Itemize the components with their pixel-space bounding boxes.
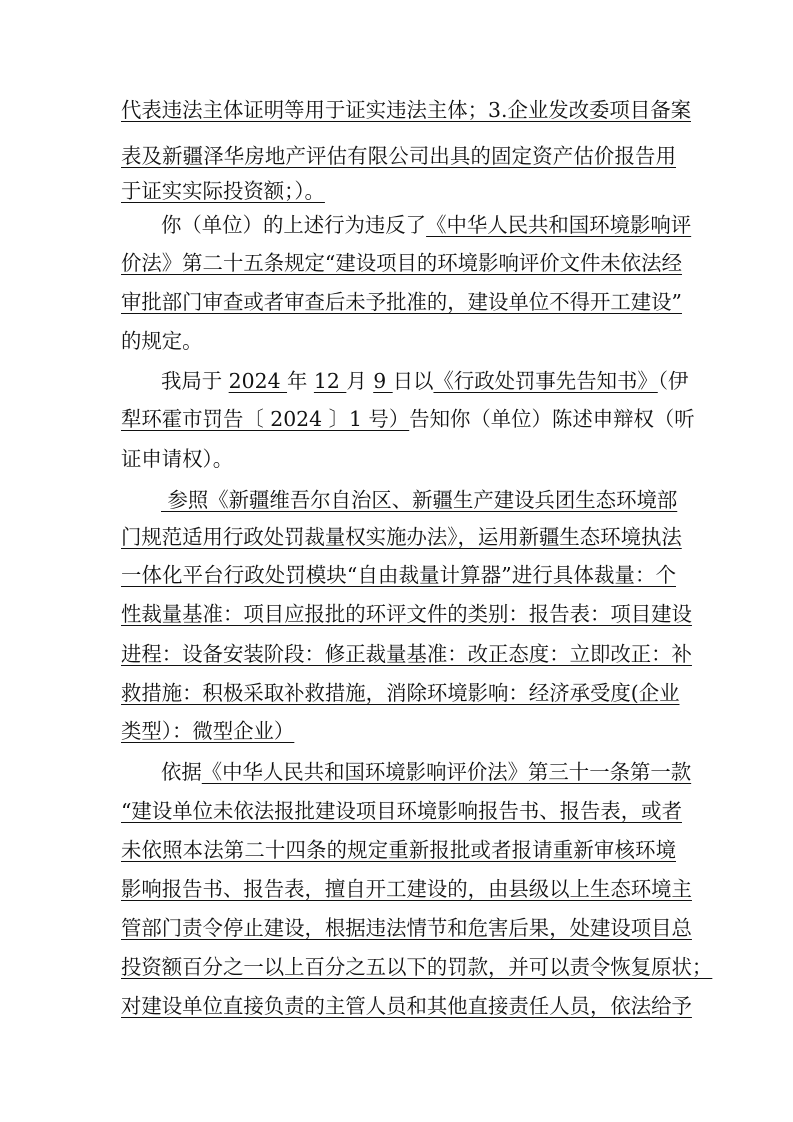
underlined-text: 进程：设备安装阶段：修正裁量基准：改正态度：立即改正：补 xyxy=(121,642,692,666)
plain-text: 证申请权）。 xyxy=(121,447,234,471)
underlined-text: 9 xyxy=(373,369,393,393)
text-line xyxy=(121,178,676,204)
plain-text: （伊 xyxy=(657,369,689,393)
text-line xyxy=(121,759,692,785)
text-line xyxy=(121,718,676,744)
underlined-text: 价法》第二十五条规定“建设项目的环境影响评价文件未依法经 xyxy=(121,251,682,275)
underlined-text: 12 xyxy=(313,369,347,393)
underlined-text: 性裁量基准：项目应报批的环评文件的类别：报告表：项目建设 xyxy=(121,602,692,626)
underlined-text: 参照《新疆维吾尔自治区、新疆生产建设兵团生态环境部 xyxy=(161,488,678,512)
plain-text: 月 xyxy=(346,369,374,393)
underlined-text: 投资额百分之一以上百分之五以下的罚款，并可以责令恢复原状； xyxy=(121,955,713,979)
text-line xyxy=(121,798,682,824)
plain-text: 告知你（单位）陈述申辩权（听 xyxy=(409,407,695,431)
text-line xyxy=(121,406,695,432)
underlined-text: 一体化平台行政处罚模块“自由裁量计算器”进行具体裁量：个 xyxy=(121,563,676,587)
underlined-text: 救措施：积极采取补救措施，消除环境影响：经济承受度(企业 xyxy=(121,681,680,705)
underlined-text: 代表违法主体证明等用于证实违法主体；3.企业发改委项目备案 xyxy=(121,98,691,122)
plain-text: 你（单位）的上述行为违反了 xyxy=(161,213,427,237)
text-line xyxy=(121,680,680,706)
underlined-text: 2024 xyxy=(228,369,288,393)
text-line xyxy=(121,143,676,169)
text-line xyxy=(121,562,676,588)
text-line xyxy=(121,954,713,980)
text-line xyxy=(121,368,689,394)
text-line xyxy=(121,97,691,123)
underlined-text: 《行政处罚事先告知书》 xyxy=(433,369,658,393)
text-line xyxy=(121,487,676,513)
underlined-text: 管部门责令停止建设，根据违法情节和危害后果，处建设项目总 xyxy=(121,916,692,940)
text-line xyxy=(121,250,682,276)
underlined-text: 《中华人民共和国环境影响评 xyxy=(426,213,692,237)
text-line xyxy=(121,993,692,1019)
text-line xyxy=(121,212,692,238)
underlined-text: 《中华人民共和国环境影响评价法》第三十一条第一款 xyxy=(201,760,692,784)
underlined-text: 于证实实际投资额；）。 xyxy=(121,179,325,203)
plain-text: 年 xyxy=(287,369,314,393)
plain-text: 依据 xyxy=(161,760,202,784)
underlined-text: 对建设单位直接负责的主管人员和其他直接责任人员，依法给予 xyxy=(121,994,692,1018)
underlined-text: 未依照本法第二十四条的规定重新报批或者报请重新审核环境 xyxy=(121,838,676,862)
text-line xyxy=(121,601,692,627)
text-line xyxy=(121,289,682,315)
underlined-text: 犁环霍市罚告〔 2024 〕1 号） xyxy=(121,407,410,431)
text-line xyxy=(121,837,676,863)
text-line xyxy=(121,328,676,354)
underlined-text: 审批部门审查或者审查后未予批准的，建设单位不得开工建设” xyxy=(121,290,682,314)
underlined-text: 表及新疆泽华房地产评估有限公司出具的固定资产估价报告用 xyxy=(121,144,676,168)
underlined-text: “建设单位未依法报批建设项目环境影响报告书、报告表，或者 xyxy=(121,799,682,823)
text-line xyxy=(121,524,682,550)
underlined-text: 影响报告书、报告表，擅自开工建设的，由县级以上生态环境主 xyxy=(121,877,692,901)
underlined-text: 门规范适用行政处罚裁量权实施办法》，运用新疆生态环境执法 xyxy=(121,525,682,549)
underlined-text: 类型）：微型企业） xyxy=(121,719,295,743)
text-line xyxy=(121,915,692,941)
plain-text: 的规定。 xyxy=(121,329,203,353)
text-line xyxy=(121,446,676,472)
text-line xyxy=(121,641,692,667)
plain-text: 我局于 xyxy=(161,369,229,393)
plain-text: 日以 xyxy=(392,369,434,393)
text-line xyxy=(121,876,692,902)
